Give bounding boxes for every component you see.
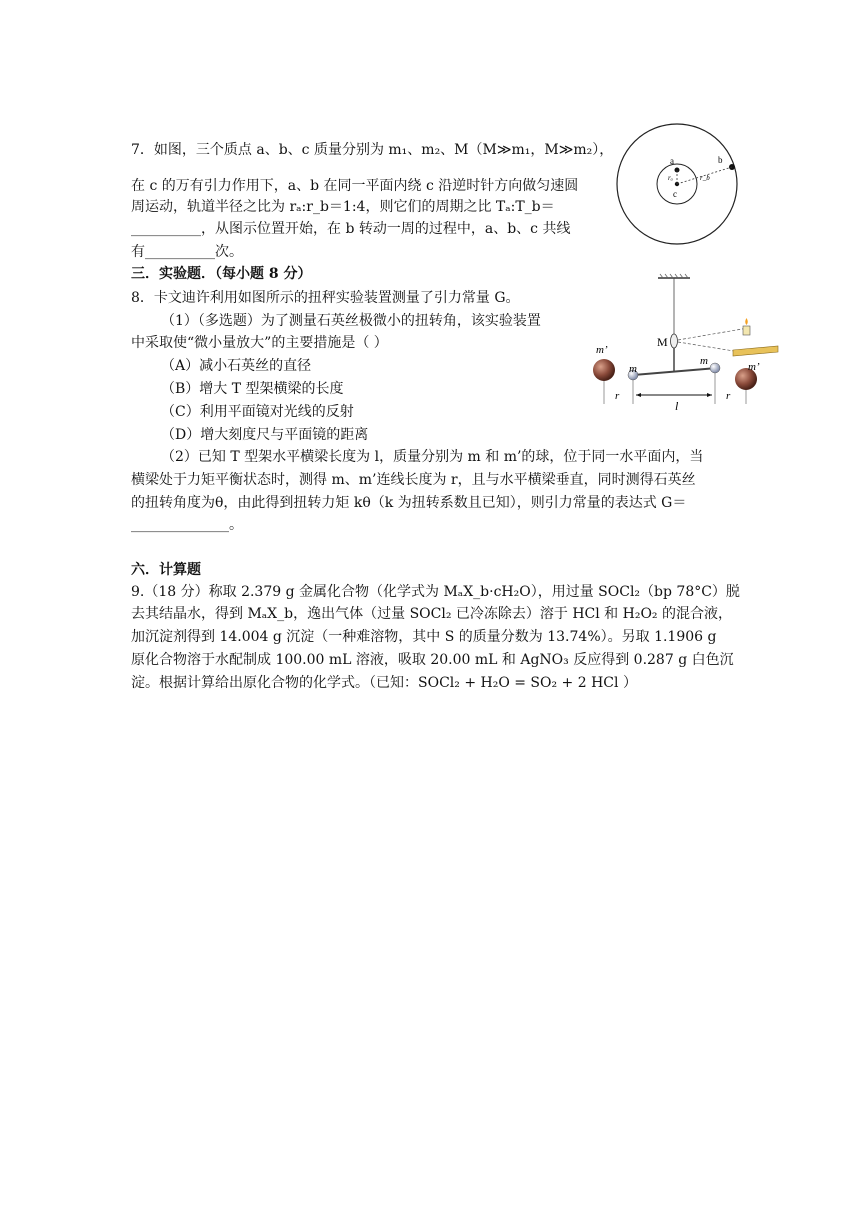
section-6-heading: 六．计算题 xyxy=(131,562,201,578)
label-m-right: m xyxy=(700,355,708,367)
q7-line-4: __________，从图示位置开始，在 b 转动一周的过程中，a、b、c 共线 xyxy=(131,221,571,237)
q8-part2-line-1: （2）已知 T 型架水平横梁长度为 l，质量分别为 m 和 m’的球，位于同一水平面内，当 xyxy=(161,449,704,465)
dim-l-arrow-left xyxy=(636,393,641,397)
dim-l-arrow-right xyxy=(707,393,712,397)
q8-line-2: （1）（多选题）为了测量石英丝极微小的扭转角，该实验装置 xyxy=(161,313,541,329)
q8-option-a: （A）减小石英丝的直径 xyxy=(161,358,312,374)
q7-line-5: 有__________次。 xyxy=(131,244,243,260)
q8-line-1: 8．卡文迪许利用如图所示的扭秤实验装置测量了引力常量 G。 xyxy=(131,290,520,306)
label-b: b xyxy=(718,155,723,165)
q7-line-1: 7．如图，三个质点 a、b、c 质量分别为 m₁、m₂、M（M≫m₁，M≫m₂）， xyxy=(131,142,614,158)
q8-part2-line-3: 的扭转角度为θ，由此得到扭转力矩 kθ（k 为扭转系数且已知），则引力常量的表达式 G＝ xyxy=(131,495,687,511)
q7-line-2: 在 c 的万有引力作用下，a、b 在同一平面内绕 c 沿逆时针方向做匀速圆 xyxy=(131,178,579,194)
small-ball-right xyxy=(710,363,720,373)
label-rb: r_b xyxy=(700,174,710,182)
q8-option-b: （B）增大 T 型架横梁的长度 xyxy=(161,381,344,397)
torsion-balance-diagram xyxy=(590,268,780,418)
label-r-left: r xyxy=(615,390,620,402)
q9-line-2: 去其结晶水，得到 MₐX_b，逸出气体（过量 SOCl₂ 已冷冻除去）溶于 HCl 和 H₂O₂ 的混合液， xyxy=(131,606,732,622)
orbit-diagram xyxy=(612,120,742,250)
light-ray-out xyxy=(678,342,740,352)
q9-line-3: 加沉淀剂得到 14.004 g 沉淀（一种难溶物，其中 S 的质量分数为 13.74%）。另取 1.1906 g xyxy=(131,629,717,645)
q8-option-c: （C）利用平面镜对光线的反射 xyxy=(161,404,354,420)
scale-ruler xyxy=(733,346,778,356)
q8-line-3: 中采取使“微小量放大”的主要措施是（ ） xyxy=(131,335,388,351)
label-m-prime-right: m’ xyxy=(748,361,760,373)
label-a: a xyxy=(670,156,674,166)
mirror xyxy=(671,334,678,348)
q9-line-5: 淀。根据计算给出原化合物的化学式。（已知：SOCl₂ + H₂O = SO₂ + 2 HCl ） xyxy=(131,675,637,691)
q8-part2-line-4: ______________。 xyxy=(131,517,243,533)
q7-line-3: 周运动，轨道半径之比为 rₐ:r_b＝1:4，则它们的周期之比 Tₐ:T_b＝ xyxy=(131,199,555,215)
label-m-left: m xyxy=(629,363,637,375)
t-beam xyxy=(633,368,717,375)
lamp xyxy=(743,326,750,335)
big-ball-left xyxy=(593,359,615,381)
label-m-prime-left: m’ xyxy=(596,344,608,356)
label-r-right: r xyxy=(726,390,731,402)
light-ray-in xyxy=(678,328,748,340)
label-M: M xyxy=(657,335,668,349)
q9-line-1: 9.（18 分）称取 2.379 g 金属化合物（化学式为 MₐX_b·cH₂O），用过量 SOCl₂（bp 78°C）脱 xyxy=(131,584,740,600)
section-3-heading: 三．实验题．（每小题 8 分） xyxy=(131,266,312,282)
flame xyxy=(745,318,748,325)
label-ra: rₐ xyxy=(668,174,673,182)
q8-part2-line-2: 横梁处于力矩平衡状态时，测得 m、m’连线长度为 r，且与水平横梁垂直，同时测得石英丝 xyxy=(131,472,696,488)
label-l: l xyxy=(675,399,679,413)
q9-line-4: 原化合物溶于水配制成 100.00 mL 溶液，吸取 20.00 mL 和 AgNO₃ 反应得到 0.287 g 白色沉 xyxy=(131,652,734,668)
label-c: c xyxy=(673,189,677,199)
q8-option-d: （D）增大刻度尺与平面镜的距离 xyxy=(161,427,369,443)
